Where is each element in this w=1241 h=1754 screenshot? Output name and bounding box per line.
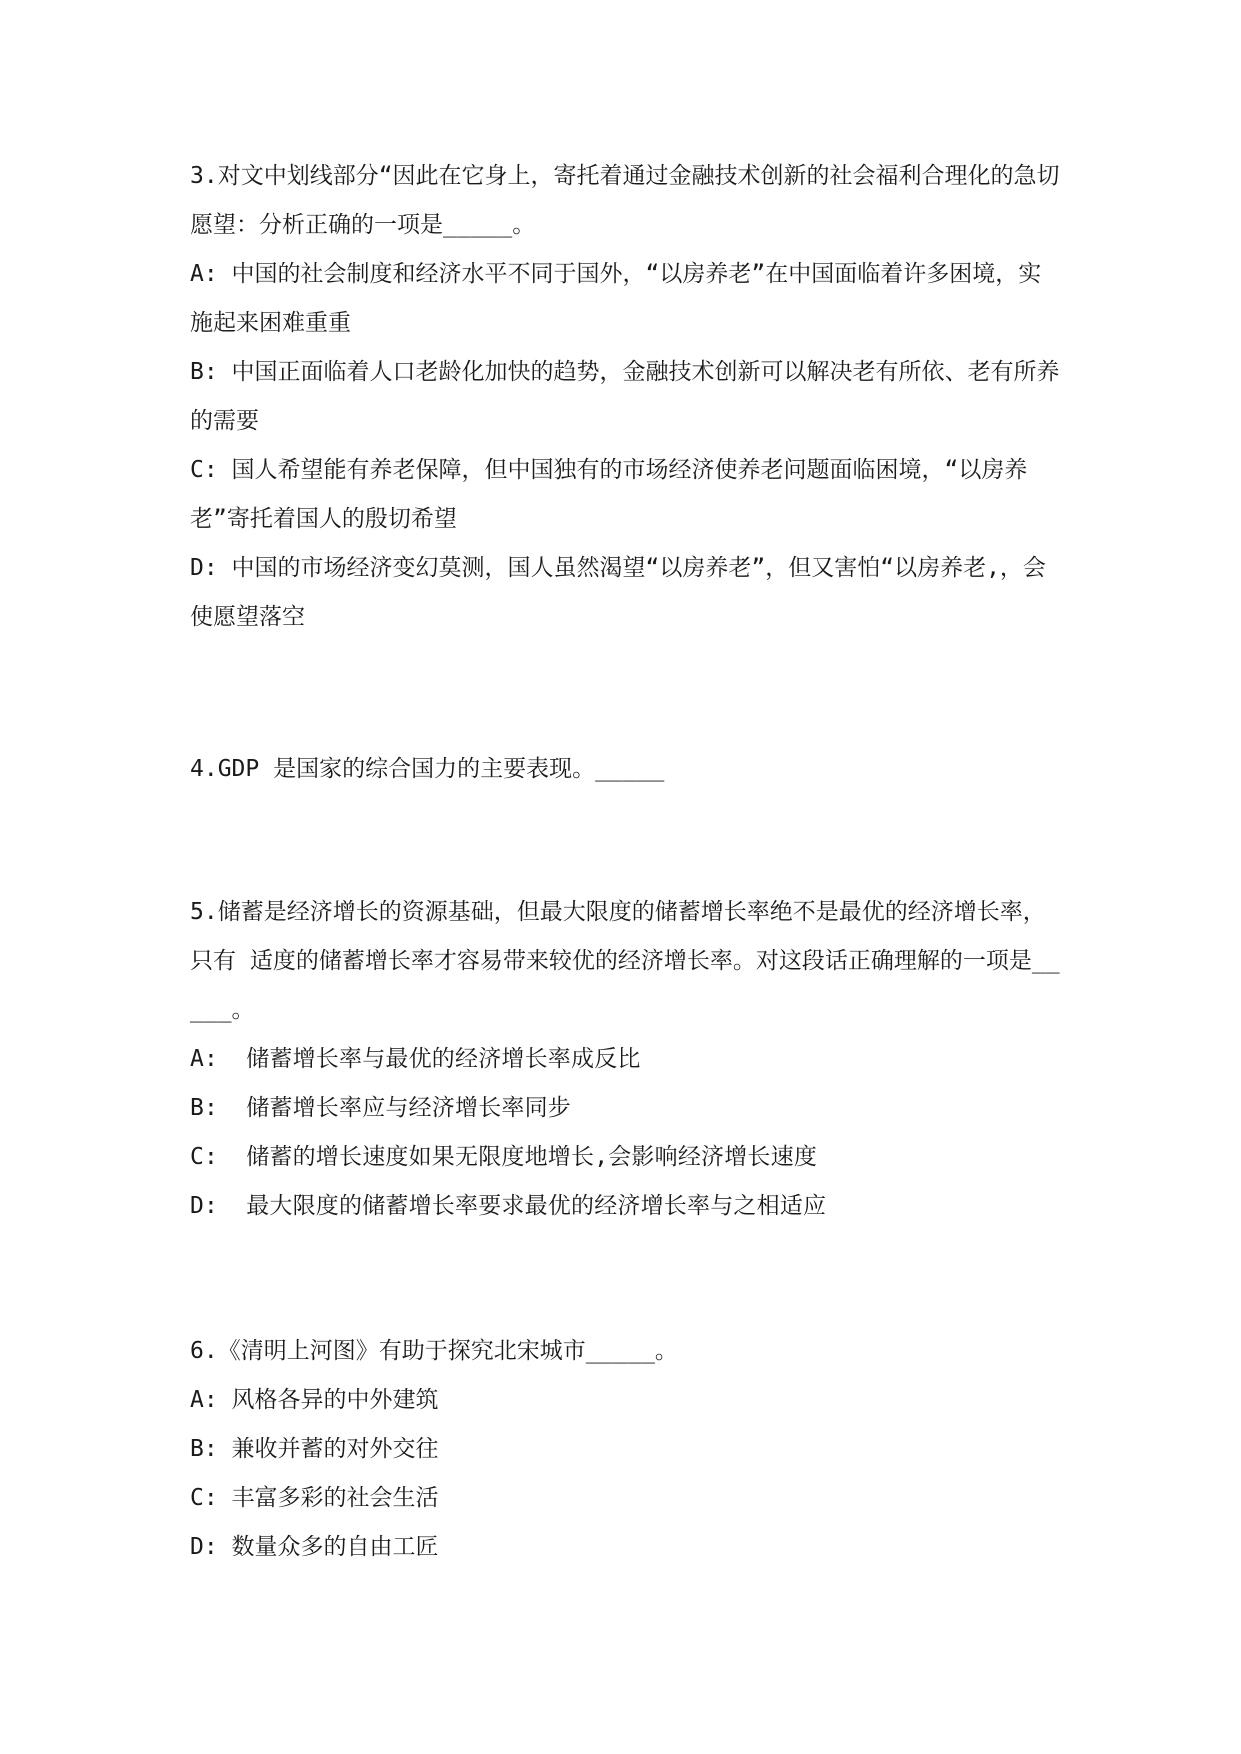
option-b: B: 兼收并蓄的对外交往 xyxy=(190,1436,439,1462)
question-stem: 5.储蓄是经济增长的资源基础，但最大限度的储蓄增长率绝不是最优的经济增长率，只有 适度的储蓄增长率才容易带来较优的经济增长率。对这段话正确理解的一项是_____。 xyxy=(190,899,1060,1023)
option-c: C: 国人希望能有养老保障，但中国独有的市场经济使养老问题面临困境，“以房养老”寄托着国人的殷切希望 xyxy=(190,457,1028,532)
option-d: D: 中国的市场经济变幻莫测，国人虽然渴望“以房养老”，但又害怕“以房养老,，会使愿望落空 xyxy=(190,555,1046,630)
option-d: D: 数量众多的自由工匠 xyxy=(190,1534,439,1560)
question-6 xyxy=(190,1327,1060,1572)
option-b: B: 储蓄增长率应与经济增长率同步 xyxy=(190,1095,571,1121)
option-b: B: 中国正面临着人口老龄化加快的趋势，金融技术创新可以解决老有所依、老有所养的需要 xyxy=(190,359,1060,434)
question-3 xyxy=(190,152,1060,642)
question-stem: 3.对文中划线部分“因此在它身上，寄托着通过金融技术创新的社会福利合理化的急切愿望：分析正确的一项是_____。 xyxy=(190,163,1060,238)
question-stem: 6.《清明上河图》有助于探究北宋城市_____。 xyxy=(190,1338,678,1364)
option-a: A: 风格各异的中外建筑 xyxy=(190,1387,439,1413)
option-c: C: 储蓄的增长速度如果无限度地增长,会影响经济增长速度 xyxy=(190,1144,818,1170)
question-5 xyxy=(190,888,1060,1231)
question-stem: 4.GDP 是国家的综合国力的主要表现。_____ xyxy=(190,756,665,782)
option-a: A: 储蓄增长率与最优的经济增长率成反比 xyxy=(190,1046,641,1072)
option-d: D: 最大限度的储蓄增长率要求最优的经济增长率与之相适应 xyxy=(190,1193,827,1219)
option-a: A: 中国的社会制度和经济水平不同于国外，“以房养老”在中国面临着许多困境，实施起来困难重重 xyxy=(190,261,1042,336)
option-c: C: 丰富多彩的社会生活 xyxy=(190,1485,439,1511)
question-4 xyxy=(190,745,1060,794)
